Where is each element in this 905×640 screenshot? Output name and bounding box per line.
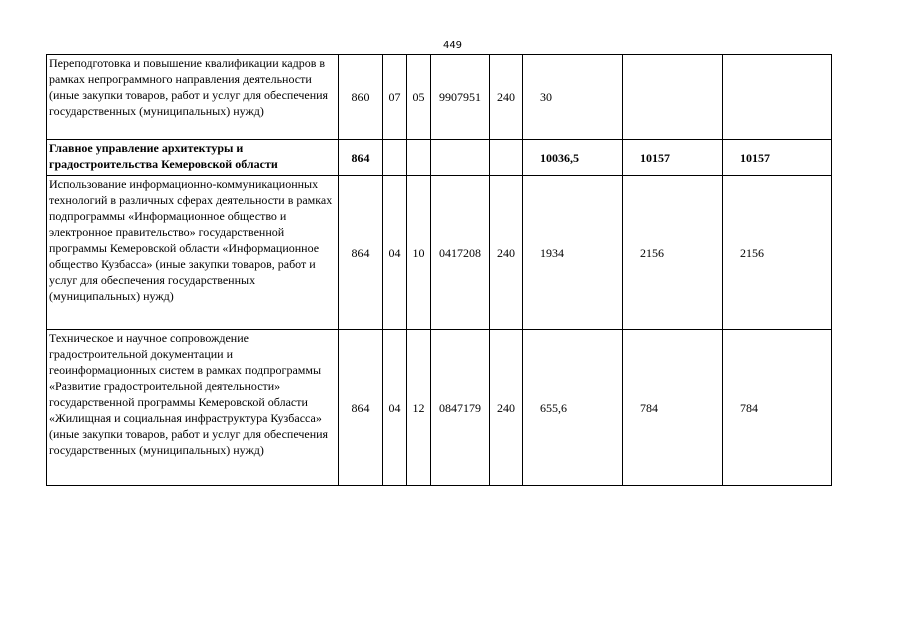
cell-year2: 784	[623, 330, 723, 486]
cell-year2	[623, 55, 723, 140]
row-description: Переподготовка и повышение квалификации кадров в рамках непрограммного направления деятельности (иные закупки товаров, работ и услуг для обеспечения государственных (муниципальных) нужд)	[47, 55, 339, 140]
cell-year1: 10036,5	[523, 140, 623, 176]
cell-csr: 9907951	[431, 55, 490, 140]
cell-csr: 0847179	[431, 330, 490, 486]
cell-rz: 04	[383, 176, 407, 330]
cell-ved: 864	[339, 176, 383, 330]
cell-rz	[383, 140, 407, 176]
cell-vr: 240	[490, 176, 523, 330]
cell-year3	[723, 55, 832, 140]
table-row	[47, 55, 832, 140]
cell-csr	[431, 140, 490, 176]
cell-year3: 784	[723, 330, 832, 486]
cell-year1: 30	[523, 55, 623, 140]
cell-vr: 240	[490, 55, 523, 140]
cell-pr: 05	[407, 55, 431, 140]
cell-year2: 10157	[623, 140, 723, 176]
cell-vr: 240	[490, 330, 523, 486]
cell-pr: 10	[407, 176, 431, 330]
cell-year1: 1934	[523, 176, 623, 330]
cell-ved: 860	[339, 55, 383, 140]
row-description: Использование информационно-коммуникационных технологий в различных сферах деятельности в рамках подпрограммы «Информационное общество и электронное правительство» государственной программы Кемеровской области «Информационное общество Кузбасса» (иные закупки товаров, работ и услуг для обеспечения государственных (муниципальных) нужд)	[47, 176, 339, 330]
cell-ved: 864	[339, 140, 383, 176]
row-description: Техническое и научное сопровождение градостроительной документации и геоинформационных систем в рамках подпрограммы «Развитие градостроительной деятельности» государственной программы Кемеровской области «Жилищная и социальная инфраструктура Кузбасса» (иные закупки товаров, работ и услуг для обеспечения государственных (муниципальных) нужд)	[47, 330, 339, 486]
cell-year3: 2156	[723, 176, 832, 330]
row-description: Главное управление архитектуры и градостроительства Кемеровской области	[47, 140, 339, 176]
table-row	[47, 140, 832, 176]
cell-rz: 04	[383, 330, 407, 486]
cell-pr: 12	[407, 330, 431, 486]
cell-rz: 07	[383, 55, 407, 140]
budget-table	[46, 54, 832, 486]
page-number: 449	[442, 40, 463, 51]
cell-year2: 2156	[623, 176, 723, 330]
cell-year3: 10157	[723, 140, 832, 176]
table-row	[47, 330, 832, 486]
cell-vr	[490, 140, 523, 176]
cell-year1: 655,6	[523, 330, 623, 486]
cell-pr	[407, 140, 431, 176]
cell-ved: 864	[339, 330, 383, 486]
table-row	[47, 176, 832, 330]
cell-csr: 0417208	[431, 176, 490, 330]
